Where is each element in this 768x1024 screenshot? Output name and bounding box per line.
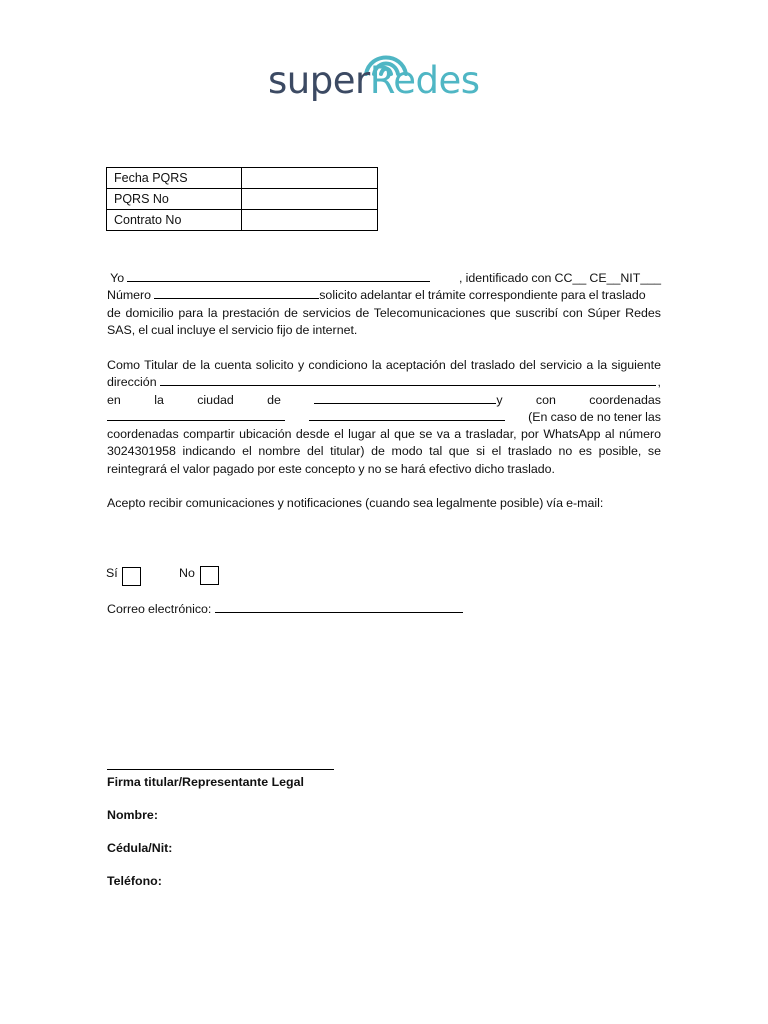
word-de: de <box>267 392 281 407</box>
pqrs-table <box>106 167 378 231</box>
direccion-blank[interactable] <box>160 374 656 386</box>
signature-line[interactable] <box>107 769 334 770</box>
paragraph1-line4: SAS, el cual incluye el servicio fijo de internet. <box>107 322 358 337</box>
logo-wordmark: superRedes <box>268 59 480 102</box>
cedula-label: Cédula/Nit: <box>107 841 173 855</box>
correo-row <box>107 601 661 618</box>
word-coordenadas: coordenadas <box>589 392 661 407</box>
si-checkbox[interactable] <box>122 567 141 586</box>
numero-label: Número <box>107 288 152 303</box>
consent-text: Acepto recibir comunicaciones y notificaciones (cuando sea legalmente posible) vía e-mail: <box>107 496 604 510</box>
coordenadas-blank-1[interactable] <box>107 409 285 421</box>
word-en: en <box>107 392 121 407</box>
pqrs-no-label: PQRS No <box>107 189 242 210</box>
word-ciudad: ciudad <box>197 392 234 407</box>
paragraph2-line1: Como Titular de la cuenta solicito y condiciono la aceptación del traslado del servicio a la siguiente <box>107 358 661 372</box>
word-con: con <box>535 392 556 407</box>
firma-title: Firma titular/Representante Legal <box>107 775 304 789</box>
table-row <box>107 189 378 210</box>
si-label: Sí <box>106 566 118 580</box>
correo-label: Correo electrónico: <box>107 602 212 616</box>
yo-label: Yo <box>110 271 125 285</box>
no-label: No <box>179 566 195 580</box>
ciudad-blank[interactable] <box>314 392 496 404</box>
paragraph2-line5: coordenadas compartir ubicación desde el lugar al que se va a trasladar, por WhatsApp al número <box>107 427 661 442</box>
fecha-pqrs-label: Fecha PQRS <box>107 168 242 189</box>
en-caso-text: (En caso de no tener las <box>528 409 661 424</box>
no-checkbox[interactable] <box>200 566 219 585</box>
request-paragraph <box>107 270 661 339</box>
name-blank[interactable] <box>127 270 430 282</box>
table-row <box>107 210 378 231</box>
word-la: la <box>154 392 164 407</box>
superredes-logo <box>268 44 508 114</box>
correo-blank[interactable] <box>215 601 463 613</box>
telefono-label: Teléfono: <box>107 874 162 888</box>
contrato-no-field[interactable] <box>242 210 378 231</box>
direccion-label: dirección <box>107 375 157 390</box>
nombre-label: Nombre: <box>107 808 158 822</box>
table-row <box>107 168 378 189</box>
word-y: y <box>496 392 503 407</box>
fecha-pqrs-field[interactable] <box>242 168 378 189</box>
identificado-text: , identificado con CC__ CE__NIT___ <box>459 271 661 285</box>
address-paragraph: Como Titular de la cuenta solicito y condiciono la aceptación del traslado del servicio a la siguiente dirección , en la ciudad de y con coordenadas (En caso de no tener las coordenadas compartir ubicación desde el lugar al que se va a trasladar, por WhatsApp al número 3024301958 indicando el nombre del titular) de modo tal que si el traslado no es posible, se reintegrará el valor pagado por este concepto y no se hará efectivo dicho traslado. <box>107 357 661 478</box>
pqrs-no-field[interactable] <box>242 189 378 210</box>
paragraph2-line6: 3024301958 indicando el nombre del titular) de modo tal que si el traslado no es posible, se <box>107 444 661 459</box>
paragraph2-line7: reintegrará el valor pagado por este concepto y no se hará efectivo dicho traslado. <box>107 461 555 476</box>
solicito-text: solicito adelantar el trámite correspondiente para el traslado <box>319 288 646 303</box>
contrato-no-label: Contrato No <box>107 210 242 231</box>
numero-blank[interactable] <box>154 287 319 299</box>
paragraph1-line3: de domicilio para la prestación de servicios de Telecomunicaciones que suscribí con Súper Redes <box>107 305 661 320</box>
coordenadas-blank-2[interactable] <box>309 409 505 421</box>
